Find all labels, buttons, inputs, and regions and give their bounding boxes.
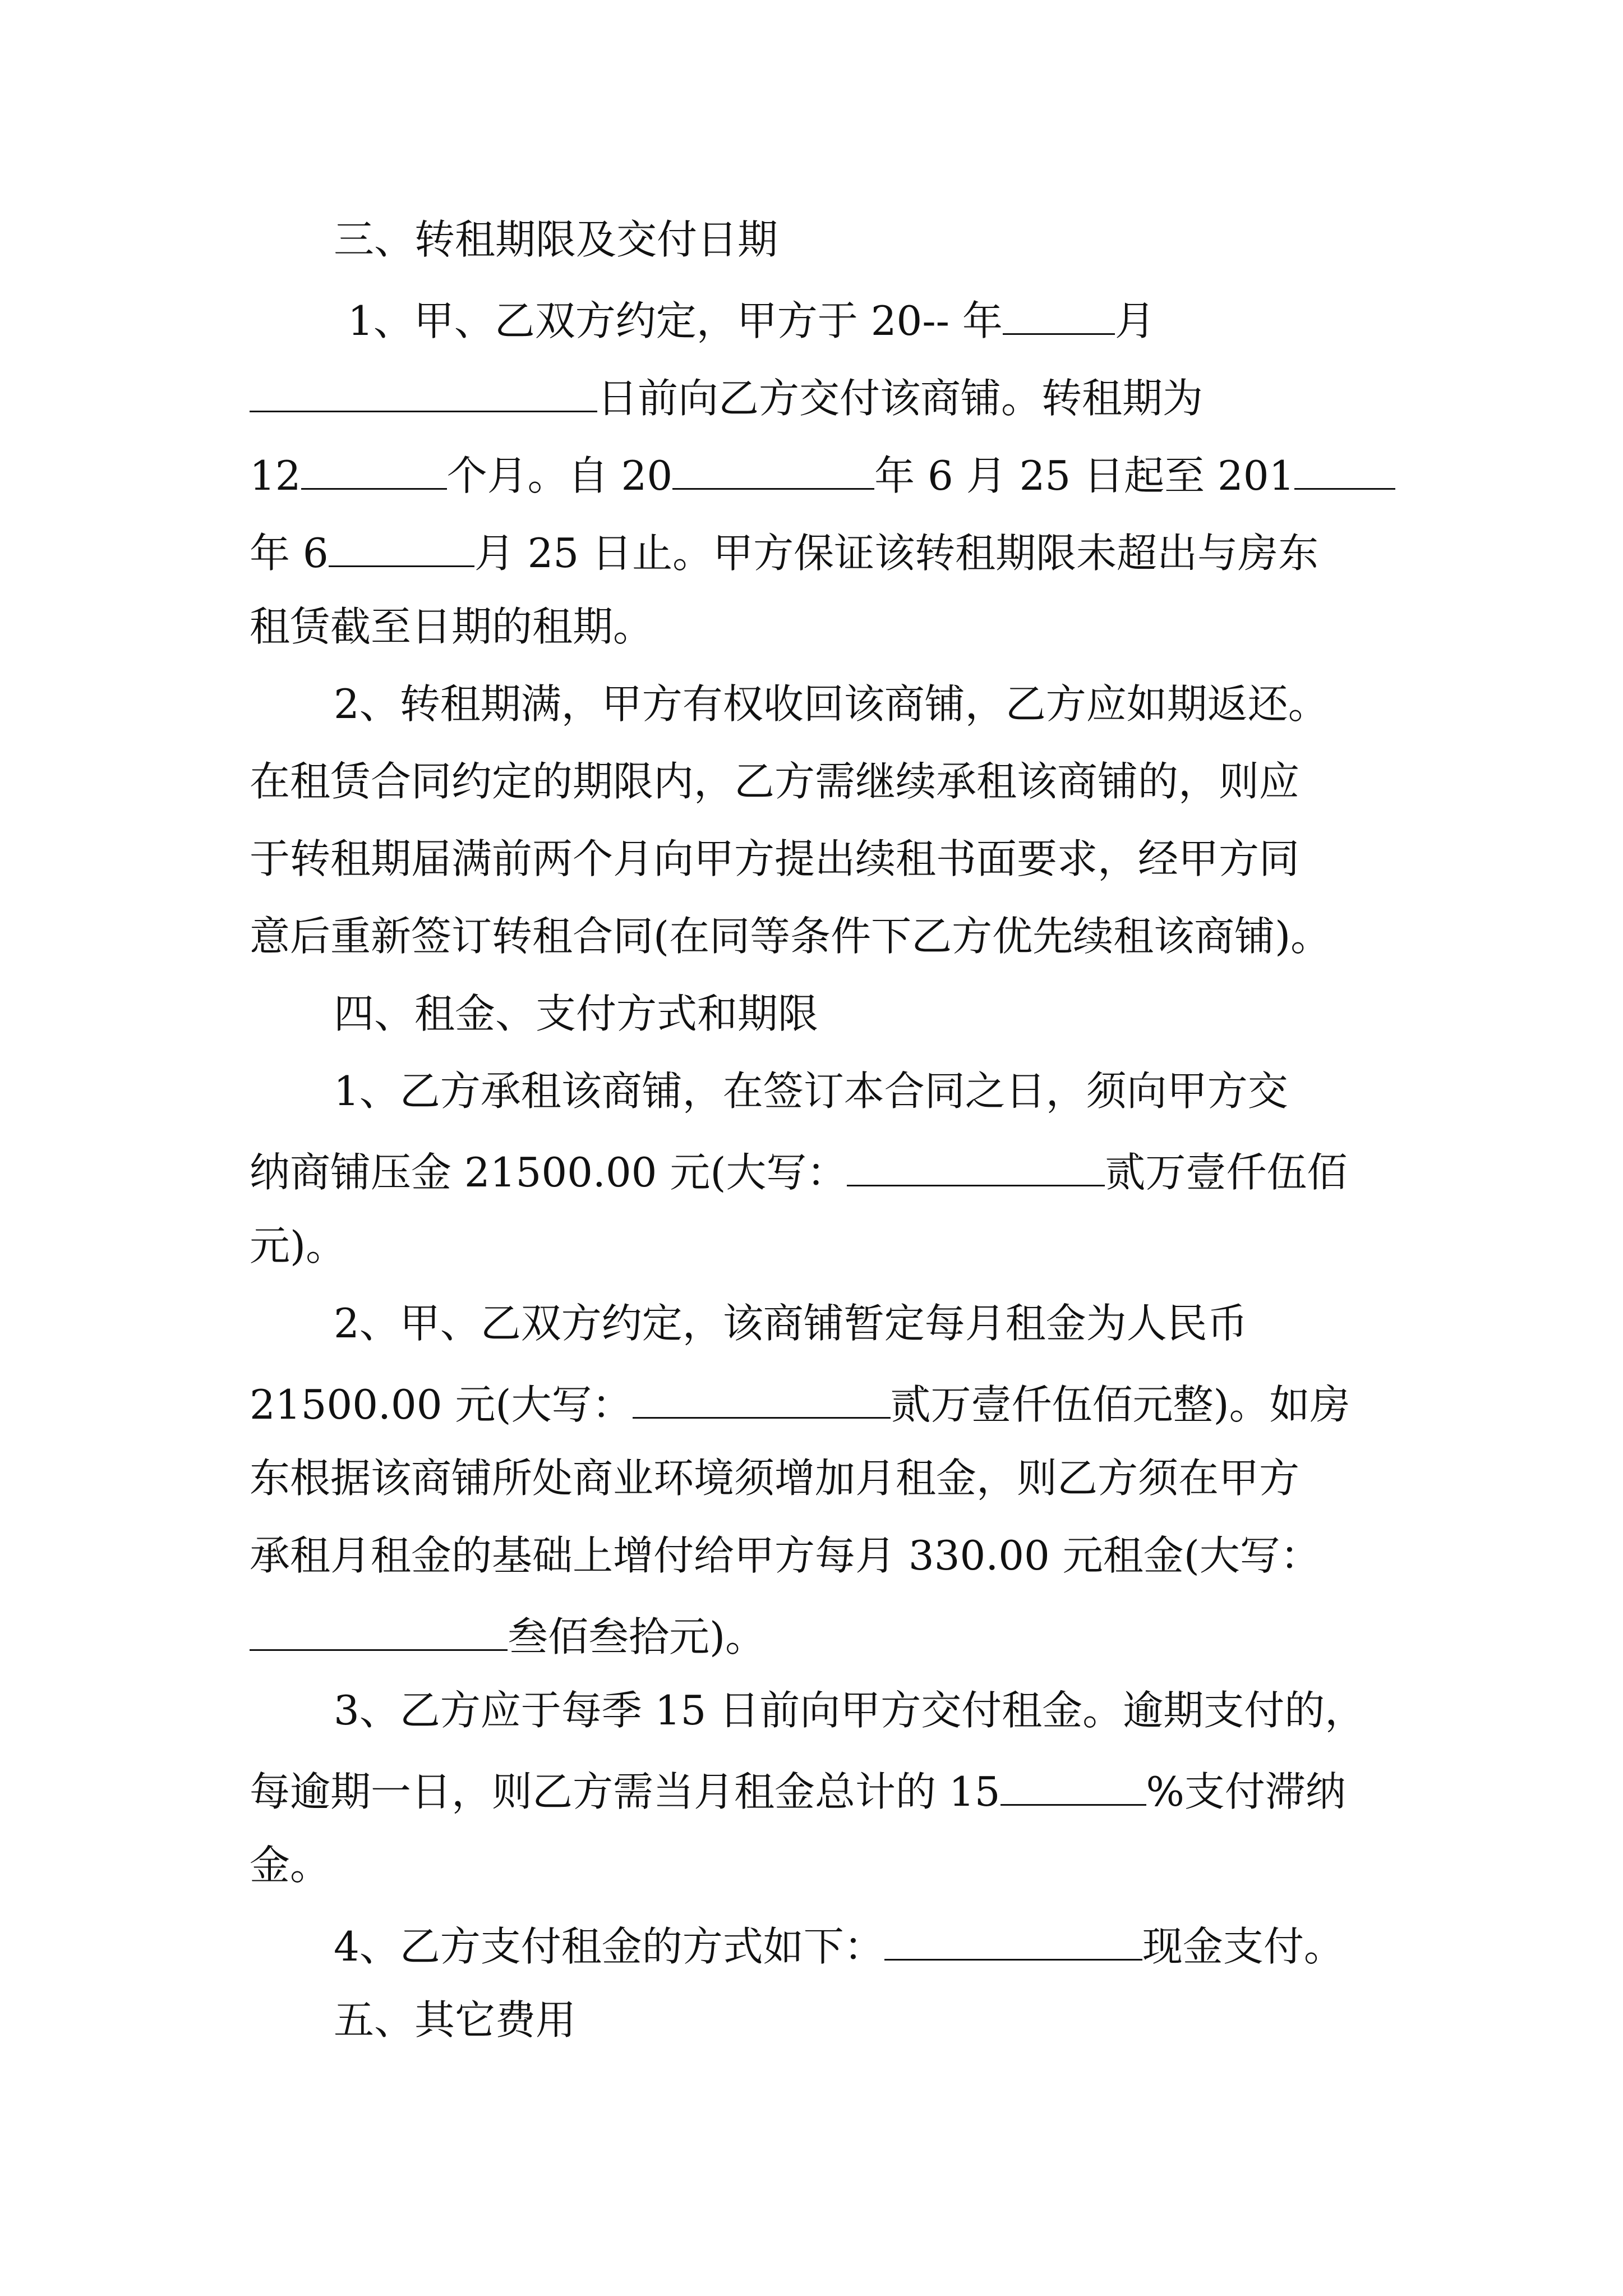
text-segment: 在租赁合同约定的期限内，乙方需继续承租该商铺的，则应 [250,758,1300,805]
text-segment: 日前向乙方交付该商铺。转租期为 [597,375,1204,422]
text-segment: 每逾期一日，则乙方需当月租金总计的 15 [250,1768,1000,1815]
paragraph-line [250,751,1450,812]
section-heading-4 [334,983,1534,1045]
text-segment: 现金支付。 [1142,1923,1344,1970]
paragraph-line [250,828,1450,890]
paragraph-line [334,1292,1534,1354]
blank-underline [1003,286,1115,335]
text-segment: 东根据该商铺所处商业环境须增加月租金，则乙方须在甲方 [250,1455,1300,1502]
text-segment: 2、转租期满，甲方有权收回该商铺，乙方应如期返还。 [334,680,1329,728]
paragraph-line [250,905,1450,967]
text-segment: 三、转租期限及交付日期 [334,216,778,263]
text-segment: 意后重新签订转租合同(在同等条件下乙方优先续租该商铺)。 [250,913,1331,960]
text-segment: 个月。自 20 [446,452,673,499]
text-segment: 年 6 月 25 日起至 201 [874,452,1295,499]
text-segment: 五、其它费用 [334,1996,577,2044]
blank-underline [672,441,874,490]
blank-underline [1294,441,1395,490]
text-segment: 1、乙方承租该商铺，在签订本合同之日，须向甲方交 [334,1068,1288,1115]
paragraph-line [250,1447,1450,1509]
text-segment: 元)。 [250,1222,347,1269]
blank-underline [329,518,474,567]
paragraph-line [250,1834,1450,1896]
text-segment: 21500.00 元(大写： [250,1381,633,1428]
paragraph-line [250,1602,1450,1664]
section-heading-3 [334,209,1534,270]
text-segment: 纳商铺压金 21500.00 元(大写： [250,1149,847,1196]
text-segment: 12 [250,452,301,499]
blank-underline [847,1138,1105,1186]
blank-underline [250,1602,508,1651]
paragraph-line [348,286,1548,348]
paragraph-line [250,1215,1450,1277]
text-segment: 租赁截至日期的租期。 [250,603,654,650]
text-segment: 3、乙方应于每季 15 日前向甲方交付租金。逾期支付的， [334,1687,1366,1734]
blank-underline [1000,1757,1146,1806]
text-segment: 2、甲、乙双方约定，该商铺暂定每月租金为人民币 [334,1300,1248,1347]
text-segment: 贰万壹仟伍佰 [1105,1149,1348,1196]
paragraph-line [334,1912,1534,1973]
text-segment: 金。 [250,1842,331,1889]
paragraph-line [250,596,1450,657]
text-segment: 年 6 [250,530,329,577]
paragraph-line [250,1370,1450,1432]
paragraph-line [250,1138,1450,1199]
paragraph-line [250,364,1450,425]
text-segment: 四、租金、支付方式和期限 [334,990,819,1037]
text-segment: 月 25 日止。甲方保证该转租期限未超出与房东 [474,530,1319,577]
text-segment: 于转租期届满前两个月向甲方提出续租书面要求，经甲方同 [250,835,1300,882]
paragraph-line [250,518,1450,580]
blank-underline [301,441,447,490]
blank-underline [884,1912,1142,1961]
text-segment: 月 [1114,297,1155,344]
paragraph-line [250,1757,1450,1819]
paragraph-line [250,441,1450,503]
text-segment: 叁佰叁拾元)。 [508,1613,766,1660]
paragraph-line [250,1525,1450,1586]
blank-underline [633,1370,891,1419]
text-segment: 1、甲、乙双方约定，甲方于 20-- 年 [348,297,1003,344]
section-heading-5 [334,1989,1534,2051]
text-segment: %支付滞纳 [1146,1768,1346,1815]
paragraph-line [334,1060,1534,1122]
paragraph-line [334,673,1534,735]
text-segment: 承租月租金的基础上增付给甲方每月 330.00 元租金(大写： [250,1532,1321,1579]
text-segment: 4、乙方支付租金的方式如下： [334,1923,884,1970]
text-segment: 贰万壹仟伍佰元整)。如房 [890,1381,1350,1428]
blank-underline [250,364,597,412]
paragraph-line [334,1680,1534,1741]
